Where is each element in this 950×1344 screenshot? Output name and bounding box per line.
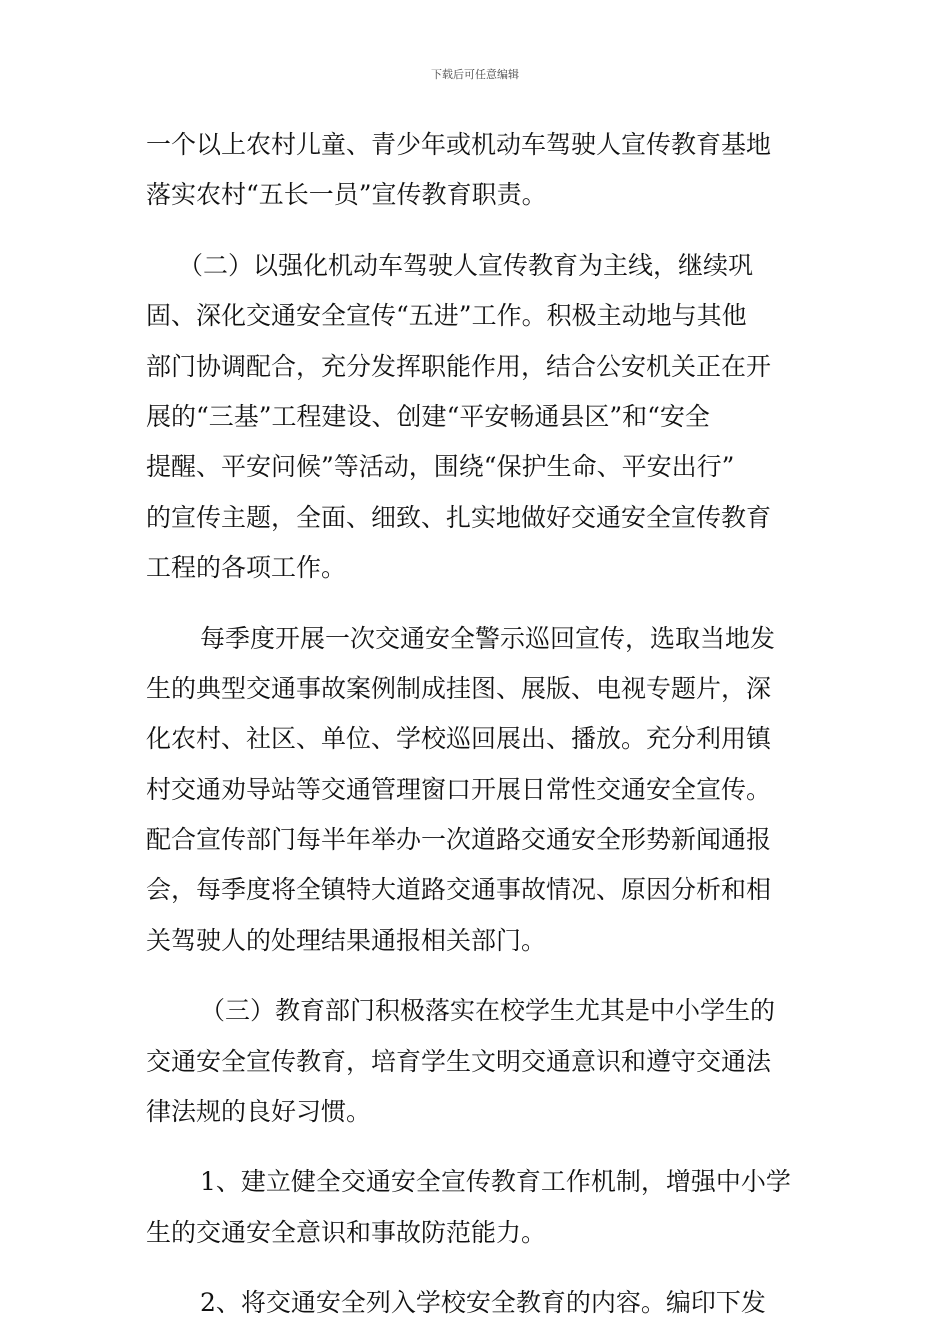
text-line: （二）以强化机动车驾驶人宣传教育为主线，继续巩 <box>178 250 754 280</box>
text-line: 交通安全宣传教育，培育学生文明交通意识和遵守交通法 <box>146 1046 772 1076</box>
paragraph-section-3 <box>146 986 808 1137</box>
paragraph-item-2 <box>146 1278 808 1328</box>
text-line: 配合宣传部门每半年举办一次道路交通安全形势新闻通报 <box>146 825 772 855</box>
text-line: 生的交通安全意识和事故防范能力。 <box>146 1217 547 1247</box>
document-body <box>146 120 808 1329</box>
text-line: 工程的各项工作。 <box>146 553 347 583</box>
text-line: 部门协调配合，充分发挥职能作用，结合公安机关正在开 <box>146 351 772 381</box>
text-line: 律法规的良好习惯。 <box>146 1097 372 1127</box>
text-line: 2、将交通安全列入学校安全教育的内容。编印下发 <box>200 1288 766 1318</box>
text-line: 化农村、社区、单位、学校巡回展出、播放。充分利用镇 <box>146 724 772 754</box>
paragraph-continuation <box>146 120 808 221</box>
text-line: 提醒、平安问候”等活动，围绕“保护生命、平安出行” <box>146 452 735 482</box>
text-line: 会，每季度将全镇特大道路交通事故情况、原因分析和相 <box>146 875 772 905</box>
text-line: 的宣传主题，全面、细致、扎实地做好交通安全宣传教育 <box>146 502 772 532</box>
paragraph-item-1 <box>146 1157 808 1258</box>
text-line: 落实农村“五长一员”宣传教育职责。 <box>146 180 547 210</box>
paragraph-section-2 <box>146 241 808 594</box>
text-line: （三）教育部门积极落实在校学生尤其是中小学生的 <box>200 996 776 1026</box>
text-line: 关驾驶人的处理结果通报相关部门。 <box>146 925 547 955</box>
text-line: 展的“三基”工程建设、创建“平安畅通县区”和“安全 <box>146 401 710 431</box>
text-line: 1、建立健全交通安全宣传教育工作机制，增强中小学 <box>200 1167 791 1197</box>
text-line: 生的典型交通事故案例制成挂图、展版、电视专题片，深 <box>146 673 772 703</box>
text-line: 固、深化交通安全宣传“五进”工作。积极主动地与其他 <box>146 301 747 331</box>
text-line: 每季度开展一次交通安全警示巡回宣传，选取当地发 <box>200 623 776 653</box>
page-header: 下载后可任意编辑 <box>431 68 519 81</box>
text-line: 村交通劝导站等交通管理窗口开展日常性交通安全宣传。 <box>146 774 772 804</box>
paragraph-quarterly <box>146 614 808 967</box>
text-line: 一个以上农村儿童、青少年或机动车驾驶人宣传教育基地 <box>146 130 772 159</box>
